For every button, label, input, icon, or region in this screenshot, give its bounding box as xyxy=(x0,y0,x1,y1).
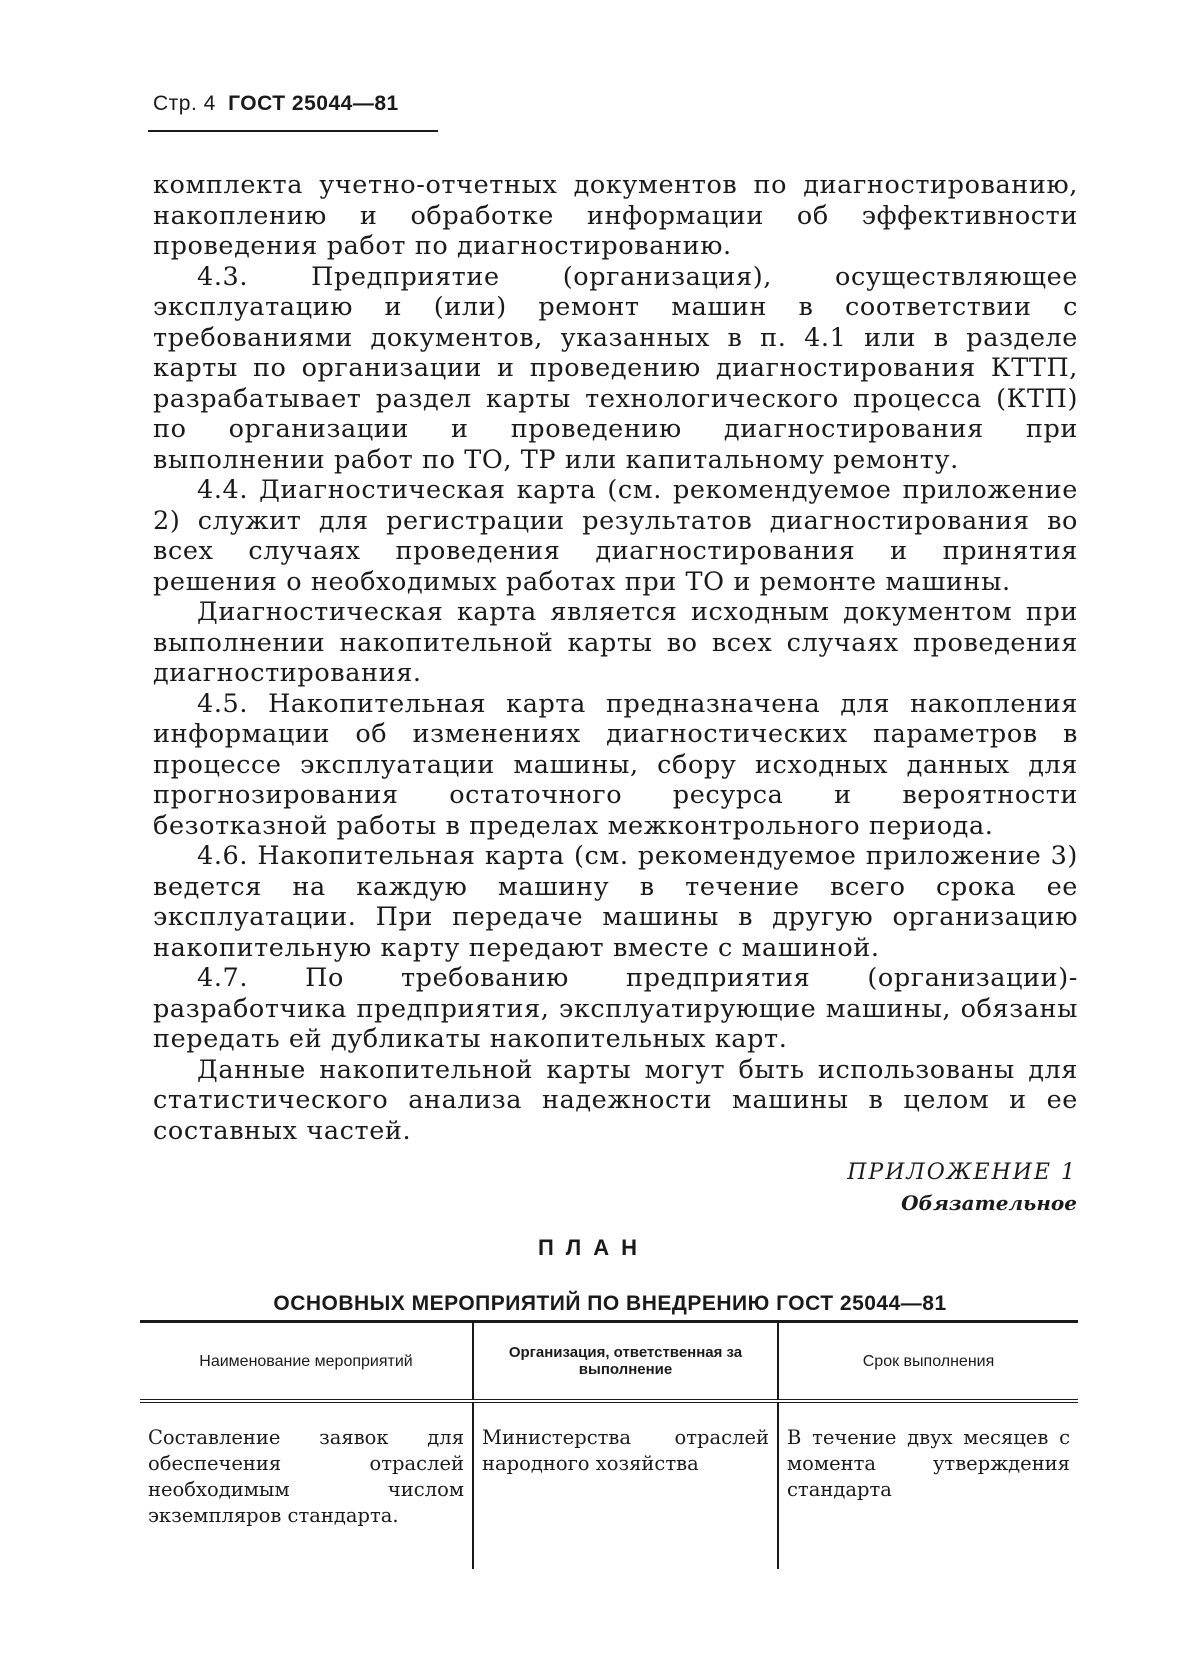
cell-deadline: В течение двух месяцев с момента утверждения стандарта xyxy=(778,1401,1078,1569)
cell-organization: Министерства отраслей народного хозяйства xyxy=(473,1401,778,1569)
cell-activity: Составление заявок для обеспечения отраслей необходимым числом экземпляров стандарта. xyxy=(148,1426,464,1527)
header-rule xyxy=(148,130,438,132)
appendix-label xyxy=(847,1160,1077,1215)
paragraph-4-3: 4.3. Предприятие (организация), осуществляющее эксплуатацию и (или) ремонт машин в соответствии с требованиями документов, указанных в п. 4.1 или в разделе карты по организации и проведению диагностирования КТТП, разрабатывает раздел карты технологического процесса (КТП) по организации и проведению диагностирования при выполнении работ по ТО, ТР или капитальному ремонту. xyxy=(153,261,1078,475)
plan-table xyxy=(140,1320,1078,1569)
paragraph: Диагностическая карта является исходным документом при выполнении накопительной карты во всех случаях проведения диагностирования. xyxy=(153,597,1078,688)
paragraph-4-7: 4.7. По требованию предприятия (организации)-разработчика предприятия, эксплуатирующие машины, обязаны передать ей дубликаты накопительных карт. xyxy=(153,963,1078,1054)
paragraph-4-5: 4.5. Накопительная карта предназначена для накопления информации об изменениях диагностических параметров в процессе эксплуатации машины, сбору исходных данных для прогнозирования остаточного ресурса и вероятности безотказной работы в пределах межконтрольного периода. xyxy=(153,688,1078,841)
column-header-activity: Наименование мероприятий xyxy=(140,1322,473,1402)
table-header-row xyxy=(140,1322,1078,1402)
paragraph: Данные накопительной карты могут быть использованы для статистического анализа надежности машины в целом и ее составных частей. xyxy=(153,1054,1078,1146)
paragraph-4-6: 4.6. Накопительная карта (см. рекомендуемое приложение 3) ведется на каждую машину в течение всего срока ее эксплуатации. При передаче машины в другую организацию накопительную карту передают вместе с машиной. xyxy=(153,841,1078,963)
column-header-organization: Организация, ответственная за выполнение xyxy=(473,1322,778,1402)
paragraph: комплекта учетно-отчетных документов по диагностированию, накоплению и обработке информации об эффективности проведения работ по диагностированию. xyxy=(153,170,1078,261)
body-text xyxy=(153,170,1078,1146)
standard-number: ГОСТ 25044—81 xyxy=(228,92,399,115)
column-header-deadline: Срок выполнения xyxy=(778,1322,1078,1402)
page-number: Стр. 4 xyxy=(153,92,216,115)
appendix-title: ПРИЛОЖЕНИЕ 1 xyxy=(847,1160,1077,1185)
page-header xyxy=(153,92,399,116)
plan-title: ПЛАН xyxy=(537,1235,650,1260)
paragraph-4-4: 4.4. Диагностическая карта (см. рекомендуемое приложение 2) служит для регистрации результатов диагностирования во всех случаях проведения диагностирования и принятия решения о необходимых работах при ТО и ремонте машины. xyxy=(153,475,1078,597)
appendix-status: Обязательное xyxy=(901,1191,1077,1215)
table-row xyxy=(140,1401,1078,1569)
plan-subtitle: ОСНОВНЫХ МЕРОПРИЯТИЙ ПО ВНЕДРЕНИЮ ГОСТ 25044—81 xyxy=(273,1292,947,1315)
